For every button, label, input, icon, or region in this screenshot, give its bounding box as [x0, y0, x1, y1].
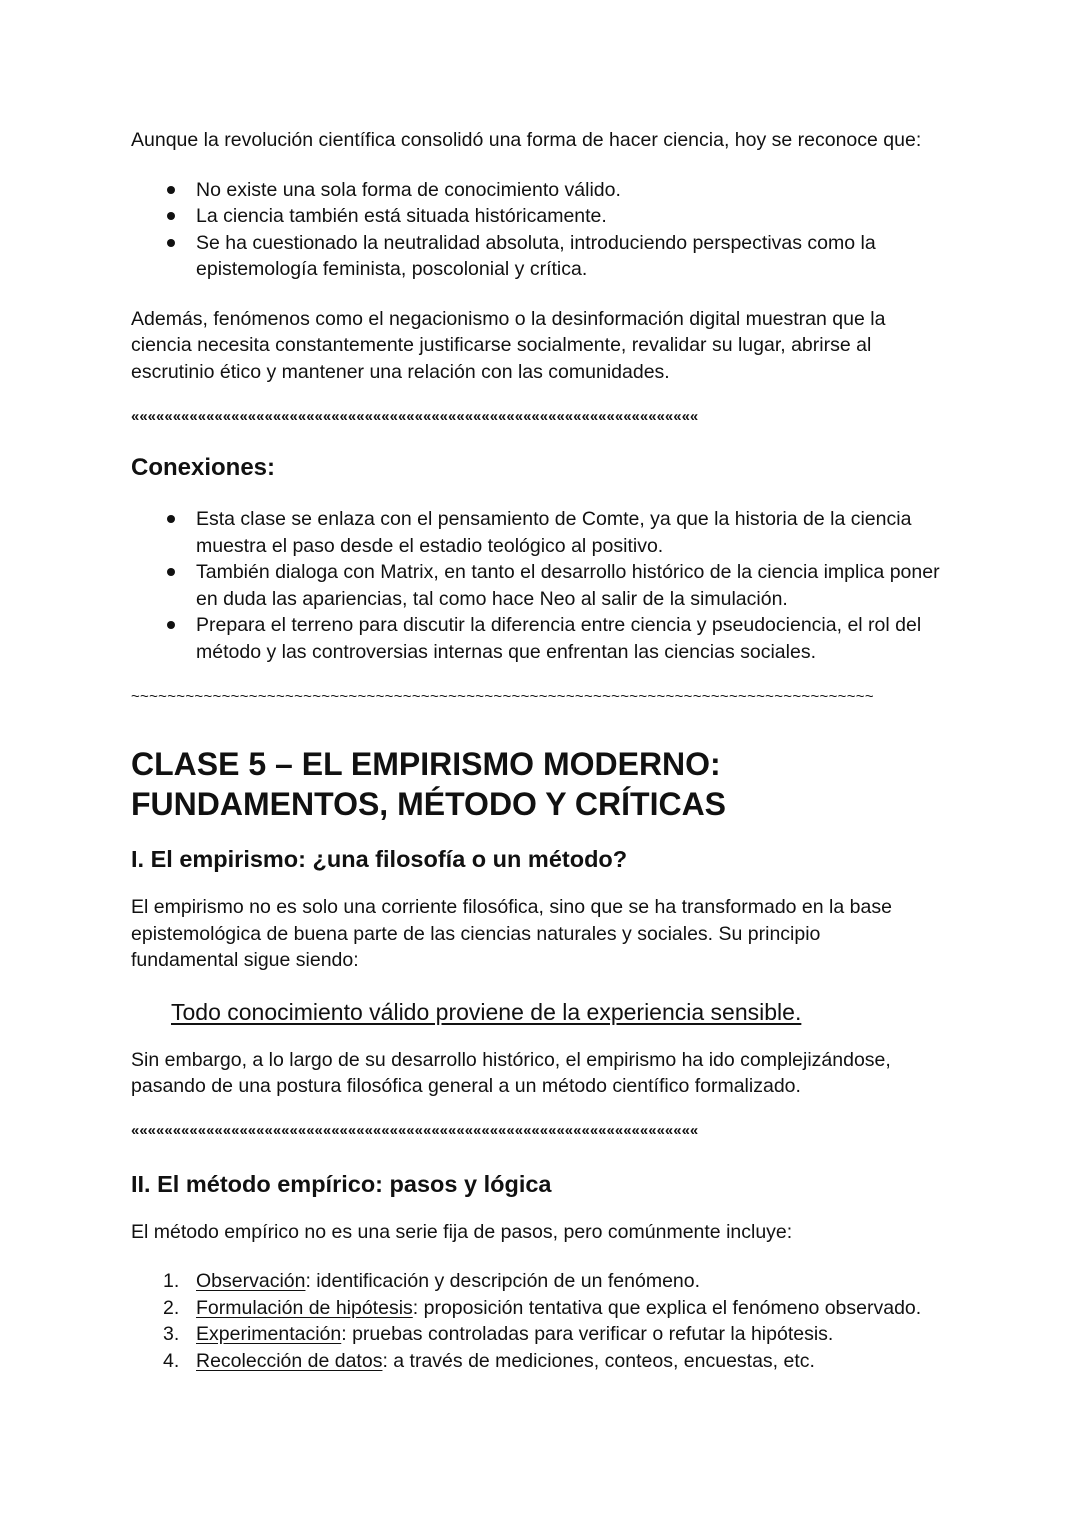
step-description: : pruebas controladas para verificar o refutar la hipótesis. [341, 1323, 834, 1345]
list-item: Se ha cuestionado la neutralidad absoluta, introduciendo perspectivas como la epistemología feminista, poscolonial y crítica. [131, 230, 916, 283]
list-item [131, 1295, 951, 1322]
step-number: 1. [163, 1270, 180, 1292]
list-item [131, 1321, 951, 1348]
section-1-heading: I. El empirismo: ¿una filosofía o un método? [131, 846, 628, 872]
step-number: 3. [163, 1323, 180, 1345]
method-steps-list [131, 1268, 951, 1374]
step-number: 2. [163, 1296, 180, 1319]
tilde-separator: ~~~~~~~~~~~~~~~~~~~~~~~~~~~~~~~~~~~~~~~~~~~~~~~~~~~~~~~~~~~~~~~~~~~~~~~~~~~~~~~~~~ [131, 688, 874, 705]
step-term: Observación [196, 1270, 306, 1292]
step-term: Recolección de datos [196, 1349, 383, 1372]
title-line-2: FUNDAMENTOS, MÉTODO Y CRÍTICAS [131, 786, 727, 822]
bullet-icon [167, 568, 175, 576]
step-description: : a través de mediciones, conteos, encuestas, etc. [382, 1349, 815, 1372]
list-item: También dialoga con Matrix, en tanto el desarrollo histórico de la ciencia implica poner en duda las apariencias, tal como hace Neo al salir de la simulación. [131, 559, 951, 612]
title-line-1: CLASE 5 – EL EMPIRISMO MODERNO: [131, 746, 721, 782]
intro-paragraph: Aunque la revolución científica consolidó una forma de hacer ciencia, hoy se reconoce que: [131, 129, 922, 151]
list-item [131, 1268, 951, 1295]
step-number: 4. [163, 1349, 180, 1372]
section-1-paragraph: El empirismo no es solo una corriente filosófica, sino que se ha transformado en la base epistemológica de buena parte de las ciencias naturales y sociales. Su principio fundamental sigue siendo: [131, 896, 892, 971]
bullet-icon [167, 621, 175, 629]
section-1-paragraph-2: Sin embargo, a lo largo de su desarrollo histórico, el empirismo ha ido complejizándose, pasando de una postura filosófica general a un método científico formalizado. [131, 1048, 891, 1097]
step-term: Formulación de hipótesis [196, 1296, 413, 1319]
bullet-icon [167, 186, 175, 194]
list-item [131, 1348, 951, 1375]
conexiones-bullet-list [131, 506, 951, 665]
list-item: La ciencia también está situada históricamente. [131, 203, 951, 230]
step-term: Experimentación [196, 1323, 342, 1345]
principle-quote: Todo conocimiento válido proviene de la experiencia sensible. [171, 998, 802, 1025]
bullet-icon [167, 239, 175, 247]
bullet-icon [167, 515, 175, 523]
section-2-paragraph: El método empírico no es una serie fija de pasos, pero comúnmente incluye: [131, 1220, 793, 1243]
bullet-icon [167, 212, 175, 220]
conexiones-heading: Conexiones: [131, 454, 276, 481]
section-2-heading: II. El método empírico: pasos y lógica [131, 1170, 552, 1197]
step-description: : identificación y descripción de un fenómeno. [305, 1270, 701, 1292]
intro-bullet-list [131, 177, 951, 283]
list-item: No existe una sola forma de conocimiento válido. [131, 177, 951, 204]
page-title [131, 744, 951, 824]
document-page [131, 127, 951, 1374]
step-description: : proposición tentativa que explica el fenómeno observado. [412, 1296, 922, 1319]
chevron-separator: «««««««««««««««««««««««««««««««««««««««««««««««««««««««««««««««««««« [131, 408, 699, 425]
list-item: Prepara el terreno para discutir la diferencia entre ciencia y pseudociencia, el rol del método y las controversias internas que enfrentan las ciencias sociales. [131, 612, 951, 665]
intro-paragraph-2: Además, fenómenos como el negacionismo o la desinformación digital muestran que la ciencia necesita constantemente justificarse socialmente, revalidar su lugar, abrirse al escrutinio ético y mantener una relación con las comunidades. [131, 307, 886, 383]
chevron-separator: «««««««««««««««««««««««««««««««««««««««««««««««««««««««««««««««««««« [131, 1121, 699, 1139]
list-item: Esta clase se enlaza con el pensamiento de Comte, ya que la historia de la ciencia muestra el paso desde el estadio teológico al positivo. [131, 506, 951, 559]
